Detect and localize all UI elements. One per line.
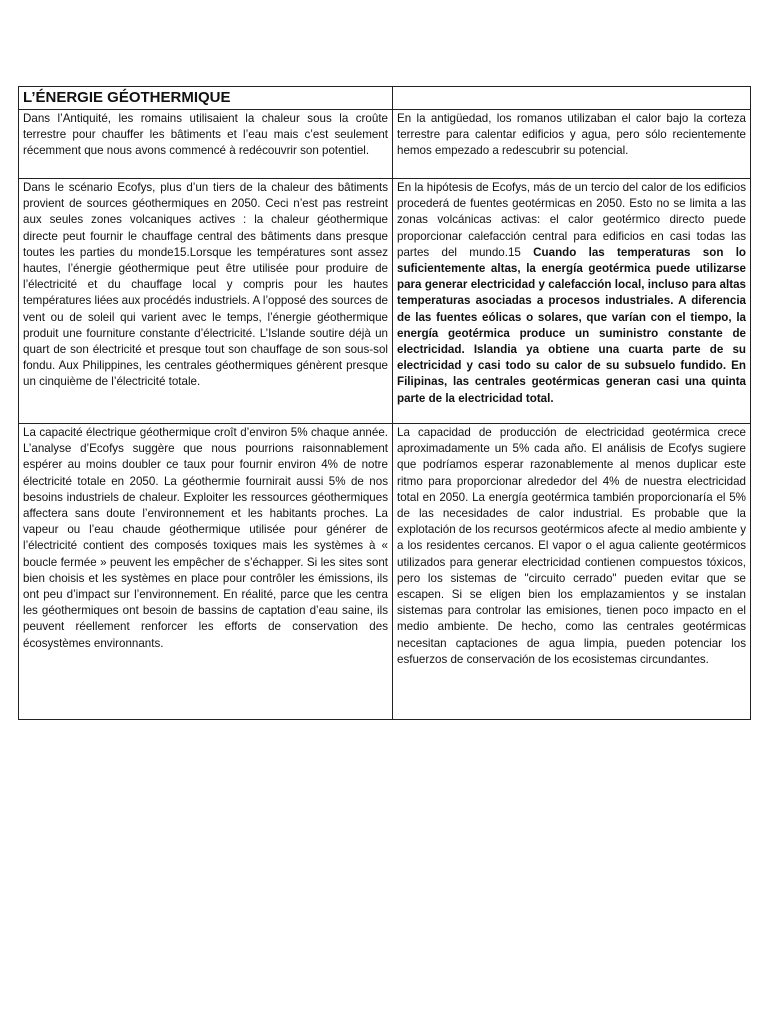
title-cell-es <box>393 87 751 110</box>
paragraph-fr-3: La capacité électrique géothermique croît d’environ 5% chaque année. L’analyse d’Ecofys suggère que nous pourrions raisonnablement espérer au moins doubler ce taux pour fournir environ 4% de notre électricité totale en 2050. La géothermie fournirait aussi 5% de nos besoins industriels de chaleur. Exploiter les ressources géothermiques affectera sans doute l’environnement et les habitants proches. La vapeur ou l’eau chaude géothermique utilisée pour générer de l’électricité contient des composés toxiques mais les systèmes à « boucle fermée » peuvent les empêcher de s’échapper. Si les sites sont bien choisis et les systèmes en place pour contrôler les émissions, ils ont peu d’impact sur l’environnement. En réalité, parce que les centra les géothermiques ont besoin de bassins de captation d’eau saine, ils peuvent réellement renforcer les efforts de conservation des écosystèmes environnants. <box>19 424 393 720</box>
paragraph-es-3: La capacidad de producción de electricidad geotérmica crece aproximadamente un 5% cada año. El análisis de Ecofys sugiere que podríamos esperar razonablemente al menos duplicar este ritmo para proporcionar alrededor del 4% de nuestra electricidad total en 2050. La energía geotérmica también proporcionaría el 5% de las necesidades de calor industrial. Es probable que la explotación de los recursos geotérmicos afecte al medio ambiente y a los residentes cercanos. El vapor o el agua caliente geotérmicos utilizados para generar electricidad contienen compuestos tóxicos, pero los sistemas de "circuito cerrado" pueden evitar que se escapen. Si se eligen bien los emplazamientos y se instalan sistemas para controlar las emisiones, tienen poco impacto en el medio ambiente. De hecho, como las centrales geotérmicas necesitan captaciones de agua limpia, pueden potenciar los esfuerzos de conservación de los ecosistemas circundantes. <box>393 424 751 720</box>
table-row <box>19 179 751 424</box>
table-row <box>19 424 751 720</box>
table-row <box>19 87 751 110</box>
paragraph-es-2-bold: Cuando las temperaturas son lo suficientemente altas, la energía geotérmica puede utilizarse para generar electricidad y calefacción local, incluso para altas temperaturas asociadas a procesos industriales. A diferencia de las fuentes eólicas o solares, que varían con el tiempo, la energía geotérmica produce un suministro constante de electricidad. Islandia ya obtiene una cuarta parte de su electricidad y casi todo su calor de su subsuelo fundido. En Filipinas, las centrales geotérmicas generan casi una quinta parte de la electricidad total. <box>397 245 746 405</box>
paragraph-es-2-plain: En la hipótesis de Ecofys, más de un tercio del calor de los edificios procederá de fuentes geotérmicas en 2050. Esto no se limita a las zonas volcánicas activas: el calor geotérmico directo puede proporcionar calefacción central para edificios en casi todas las partes del mundo.15 <box>397 181 746 259</box>
paragraph-es-2 <box>393 179 751 424</box>
paragraph-fr-2: Dans le scénario Ecofys, plus d’un tiers de la chaleur des bâtiments provient de sources géothermiques en 2050. Ceci n’est pas restreint aux seules zones volcaniques actives : la chaleur géothermique directe peut fournir le chauffage central des bâtiments dans presque toutes les parties du monde15.Lorsque les températures sont assez hautes, l’énergie géothermique peut être utilisée pour produire de l’électricité et du chauffage local y compris pour les hautes températures liées aux procédés industriels. A l’opposé des sources de vent ou de soleil qui varient avec le temps, l’énergie géothermique produit une fourniture constante d’électricité. L’Islande soutire déjà un quart de son électricité et presque tout son chauffage de son sous-sol fondu. Aux Philippines, les centrales géothermiques génèrent presque un cinquième de l’électricité totale. <box>19 179 393 424</box>
bilingual-table <box>18 86 751 720</box>
table-row <box>19 110 751 179</box>
paragraph-fr-1: Dans l’Antiquité, les romains utilisaient la chaleur sous la croûte terrestre pour chauffer les bâtiments et l’eau mais c’est seulement récemment que nous avons commencé à redécouvrir son potentiel. <box>19 110 393 179</box>
document-title: L’ÉNERGIE GÉOTHERMIQUE <box>19 87 393 110</box>
paragraph-es-1: En la antigüedad, los romanos utilizaban el calor bajo la corteza terrestre para calentar edificios y agua, pero sólo recientemente hemos empezado a redescubrir su potencial. <box>393 110 751 179</box>
